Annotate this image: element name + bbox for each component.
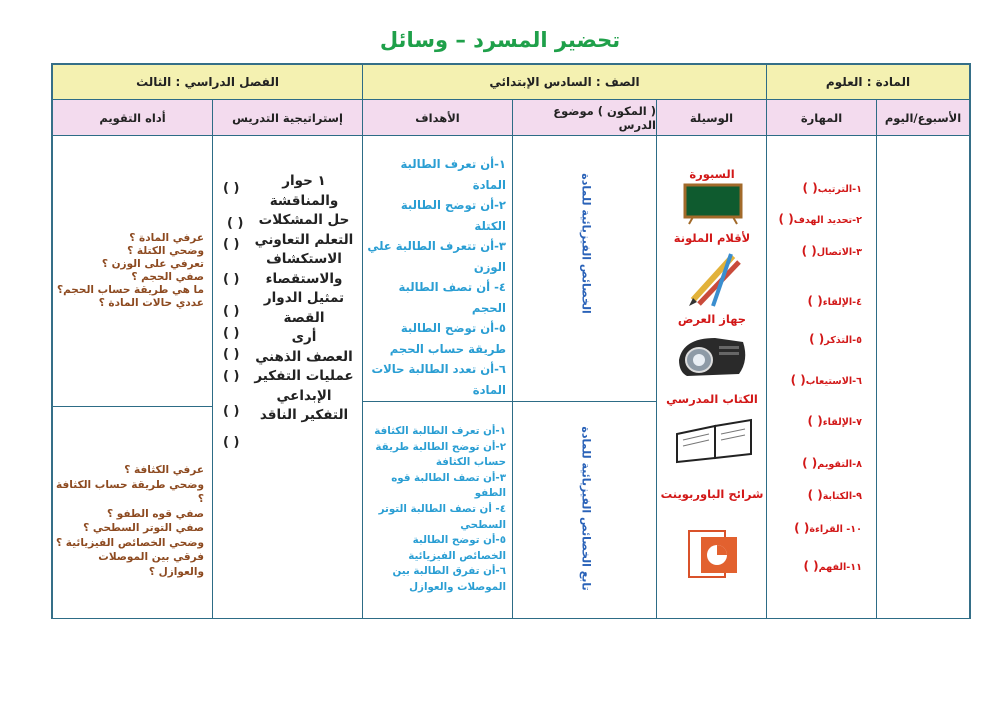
strategy-paren: ( ) bbox=[223, 181, 240, 196]
strategy-item: عمليات التفكير bbox=[254, 368, 354, 384]
skills-cell bbox=[767, 136, 877, 619]
page-title: تحضير المسرد – وسائل bbox=[379, 28, 621, 52]
skill-item: ٧-الإلقاء( ) bbox=[807, 414, 862, 428]
subject-label: المادة : العلوم bbox=[825, 75, 911, 89]
tool-label: الكتاب المدرسي bbox=[666, 392, 758, 406]
skill-item: ١٠- القراءة( ) bbox=[794, 521, 862, 535]
strategy-cell bbox=[213, 136, 363, 619]
evaluation-item: وضحي الكتلة ؟ bbox=[127, 245, 204, 257]
goals-cell bbox=[363, 136, 513, 619]
evaluation-item: تعرفي على الوزن ؟ bbox=[101, 258, 204, 270]
strategy-paren: ( ) bbox=[227, 216, 244, 231]
skill-item: ٣-الاتصال( ) bbox=[801, 244, 862, 258]
skill-item: ٩-الكتابة( ) bbox=[807, 488, 862, 502]
goals-divider bbox=[363, 401, 513, 402]
strategy-item: التعلم التعاوني bbox=[254, 231, 354, 248]
goal-item: ٦-أن تعدد الطالبة حالات المادة bbox=[371, 362, 506, 397]
evaluation-item: عرفي المادة ؟ bbox=[129, 232, 204, 244]
evaluation-item: وضحي طريقة حساب الكثافة ؟ bbox=[56, 478, 204, 505]
col-evaluation: أداه التقويم bbox=[53, 100, 213, 136]
grade-label: الصف : السادس الإبتدائي bbox=[489, 75, 640, 89]
strategy-paren: ( ) bbox=[223, 326, 240, 341]
strategy-paren: ( ) bbox=[223, 304, 240, 319]
strategy-paren: ( ) bbox=[223, 369, 240, 384]
strategy-item: الإبداعي bbox=[276, 387, 332, 404]
powerpoint-icon bbox=[687, 527, 739, 581]
col-tool: الوسيلة bbox=[657, 100, 767, 136]
evaluation-item: ما هي طريقة حساب الحجم؟ bbox=[56, 284, 204, 296]
goal-item: ٥-أن توضح الطالبة الخصائص الفيزيائية bbox=[408, 534, 506, 562]
week-cell bbox=[877, 136, 969, 619]
evaluation-item: صفي التوتر السطحي ؟ bbox=[83, 522, 204, 534]
skill-item: ١١-الفهم( ) bbox=[803, 559, 862, 573]
goal-item: ٢-أن توضح الطالبة طريقة حساب الكثافة bbox=[375, 440, 506, 469]
strategy-item: القصة bbox=[283, 309, 325, 326]
strategy-item: ١ حوار والمناقشة bbox=[269, 173, 339, 209]
evaluation-item: عددي حالات المادة ؟ bbox=[98, 297, 204, 309]
goal-item: ٦-أن تفرق الطالبة بين الموصلات والعوازل bbox=[392, 565, 506, 593]
goal-item: ١-أن تعرف الطالبة المادة bbox=[400, 157, 506, 192]
goal-item: ٣-أن تصف الطالبة قوه الطفو bbox=[391, 471, 506, 500]
semester-label: الفصل الدراسي : الثالث bbox=[136, 75, 279, 89]
topic-first: الخصائص الفيزيائية للمادة bbox=[579, 173, 593, 314]
topic-cell bbox=[513, 136, 657, 619]
evaluation-cell bbox=[53, 136, 213, 619]
strategy-paren: ( ) bbox=[223, 237, 240, 252]
topic-second: تابع الخصائص الفيزيائية للمادة bbox=[579, 426, 593, 591]
semester-cell bbox=[53, 65, 363, 100]
strategy-list bbox=[254, 172, 354, 426]
evaluation-item: عرفي الكثافة ؟ bbox=[124, 464, 204, 476]
col-skill: المهارة bbox=[767, 100, 877, 136]
strategy-item: العصف الذهني bbox=[255, 348, 353, 365]
strategy-paren: ( ) bbox=[223, 435, 240, 450]
goal-item: ٤- أن تصف الطالبة الحجم bbox=[398, 280, 506, 315]
goals-second-list bbox=[368, 424, 506, 596]
col-week: الأسبوع/اليوم bbox=[877, 100, 969, 136]
tool-label: لأقلام الملونة bbox=[673, 231, 751, 245]
goal-item: ١-أن تعرف الطالبة الكثافة bbox=[374, 425, 506, 437]
tool-label: شرائح الباوربوينت bbox=[660, 487, 764, 501]
strategy-item: الاستكشاف والاستقصاء bbox=[265, 251, 343, 287]
lesson-plan-table bbox=[51, 63, 971, 619]
goal-item: ٣-أن تتعرف الطالبة علي الوزن bbox=[367, 239, 506, 274]
strategy-paren: ( ) bbox=[223, 404, 240, 419]
skill-item: ٦-الاستيعاب( ) bbox=[790, 373, 862, 387]
tool-label: السبورة bbox=[689, 167, 735, 181]
strategy-item: التفكير الناقد bbox=[259, 407, 349, 423]
tool-label: جهاز العرض bbox=[677, 312, 747, 326]
evaluation-item: وضحي الخصائص الفيزيائية ؟ bbox=[56, 536, 204, 549]
evaluation-item: فرقي بين الموصلات والعوازل ؟ bbox=[98, 551, 204, 578]
strategy-paren: ( ) bbox=[223, 347, 240, 362]
strategy-item: تمثيل الدوار bbox=[263, 290, 345, 306]
col-topic: ( المكون ) موضوع الدرس bbox=[513, 100, 657, 136]
goal-item: ٥-أن توضح الطالبة طريقة حساب الحجم bbox=[389, 321, 506, 356]
evaluation-item: صفي قوه الطفو ؟ bbox=[107, 507, 204, 520]
strategy-item: أرى bbox=[291, 329, 317, 345]
chalkboard-icon bbox=[683, 183, 743, 225]
strategy-item: حل المشكلات bbox=[258, 212, 350, 228]
subject-cell bbox=[767, 65, 969, 100]
evaluation-item: صفي الحجم ؟ bbox=[131, 271, 204, 283]
goal-item: ٤- أن تصف الطالبة التوتر السطحي bbox=[378, 502, 506, 531]
col-goals: الأهداف bbox=[363, 100, 513, 136]
col-strategy: إستراتيجية التدريس bbox=[213, 100, 363, 136]
pencils-icon bbox=[685, 248, 745, 308]
goal-item: ٢-أن توضح الطالبة الكتلة bbox=[400, 198, 506, 233]
book-icon bbox=[675, 416, 753, 464]
grade-cell bbox=[363, 65, 767, 100]
goals-first-list bbox=[366, 154, 506, 400]
tools-cell bbox=[657, 136, 767, 619]
skill-item: ٨-التقويم( ) bbox=[802, 456, 862, 470]
evaluation-second-list bbox=[56, 463, 204, 579]
skill-item: ٤-الإلقاء( ) bbox=[807, 294, 862, 308]
evaluation-divider bbox=[53, 406, 213, 407]
strategy-paren: ( ) bbox=[223, 272, 240, 287]
evaluation-first-list bbox=[56, 232, 204, 310]
projector-icon bbox=[675, 330, 751, 382]
skill-item: ٢-تحديد الهدف( ) bbox=[778, 212, 862, 226]
skill-item: ٥-التذكر( ) bbox=[809, 332, 862, 346]
skill-item: ١-الترتيب( ) bbox=[802, 181, 862, 195]
